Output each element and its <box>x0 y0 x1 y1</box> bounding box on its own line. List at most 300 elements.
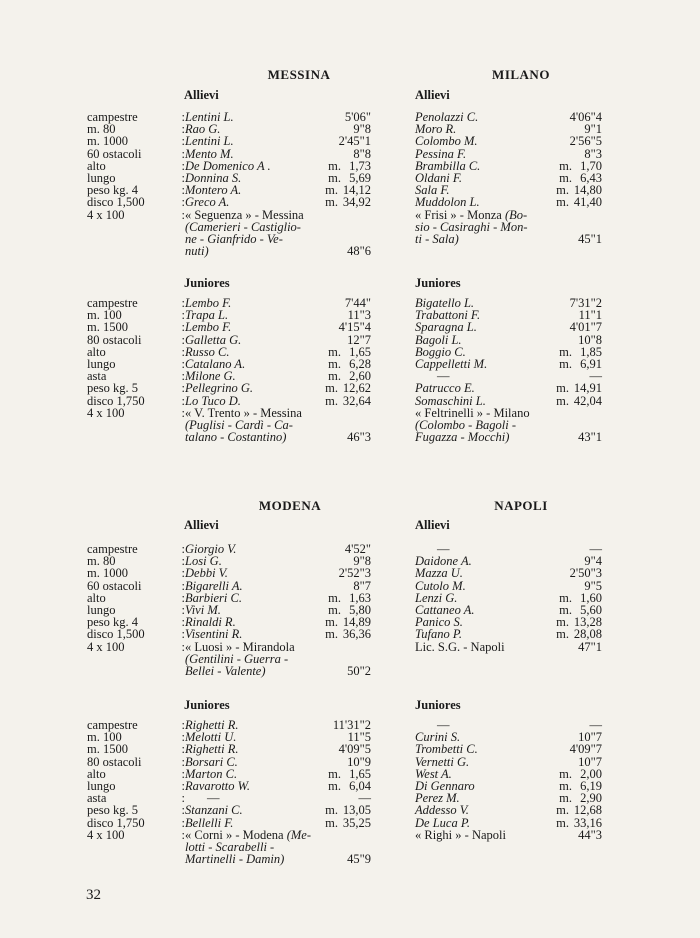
result-unit: m. <box>559 590 572 605</box>
athlete-name: Trabattoni F. <box>415 308 481 323</box>
athlete-name: Vernetti G. <box>415 754 470 769</box>
result-dash: — <box>437 542 450 556</box>
result-row <box>415 580 602 592</box>
result-value: 12,68 <box>573 803 602 818</box>
event-label: m. 100 <box>87 730 122 745</box>
athlete-name: Vivi M. <box>185 602 221 617</box>
relay-members-row <box>185 853 371 865</box>
label-separator: : <box>181 110 185 124</box>
event-label: asta <box>87 369 107 384</box>
event-label: asta <box>87 791 107 806</box>
relay-members: Martinelli - Damin) <box>185 852 285 867</box>
result-value: 42,04 <box>573 393 602 408</box>
result-value: 4'01"7 <box>569 320 602 335</box>
relay-members: lotti - Scarabelli - <box>185 839 275 854</box>
event-label: lungo <box>87 778 116 793</box>
athlete-name: Cattaneo A. <box>415 602 475 617</box>
relay-members-row <box>185 233 371 245</box>
label-separator: : <box>181 146 185 161</box>
result-value: 14,80 <box>573 183 602 198</box>
result-row <box>185 334 371 346</box>
result-unit: m. <box>556 815 569 830</box>
result-unit: m. <box>556 195 569 210</box>
athlete-name: Marton C. <box>185 766 238 781</box>
result-value-dash: — <box>589 718 602 732</box>
results-messina-allievi <box>185 111 371 257</box>
athlete-name: Moro R. <box>415 122 457 137</box>
result-value: 14,12 <box>342 183 371 198</box>
category-juniores-napoli: Juniores <box>415 698 461 712</box>
athlete-name: Ravarotto W. <box>185 778 251 793</box>
label-separator: : <box>181 590 185 605</box>
event-label-row <box>87 407 185 419</box>
label-separator: : <box>181 207 185 222</box>
results-napoli-juniores <box>415 719 602 841</box>
result-value: 11"5 <box>347 730 371 745</box>
label-separator: : <box>181 344 185 359</box>
result-unit: m. <box>328 344 341 359</box>
event-label-row <box>87 743 185 755</box>
result-row <box>415 567 602 579</box>
relay-team: « Luosi » - Mirandola <box>185 639 295 654</box>
result-value: 4'06"4 <box>569 110 602 124</box>
event-label: 80 ostacoli <box>87 754 142 769</box>
result-row <box>415 743 602 755</box>
label-separator: : <box>181 627 185 642</box>
athlete-name: Bellelli F. <box>185 815 234 830</box>
event-label: m. 1000 <box>87 134 128 149</box>
result-row <box>185 580 371 592</box>
label-separator: : <box>181 815 185 830</box>
event-label: campestre <box>87 542 138 556</box>
athlete-name: Somaschini L. <box>415 393 486 408</box>
labels-allievi-bottom <box>87 543 185 653</box>
result-value: 10"7 <box>578 730 602 745</box>
result-unit: m. <box>556 627 569 642</box>
event-label-row <box>87 804 185 816</box>
label-separator: : <box>181 405 185 420</box>
category-allievi-modena: Allievi <box>184 518 219 532</box>
label-separator: : <box>181 578 185 593</box>
event-label: disco 1,750 <box>87 393 145 408</box>
result-value: 1,70 <box>580 158 602 173</box>
result-unit: m. <box>328 602 341 617</box>
event-label-row <box>87 567 185 579</box>
label-separator: : <box>181 803 185 818</box>
event-label-row <box>87 580 185 592</box>
result-value: 8"7 <box>353 578 371 593</box>
label-separator: : <box>181 158 185 173</box>
label-separator: : <box>181 320 185 335</box>
result-unit: m. <box>559 791 572 806</box>
result-row <box>415 382 602 394</box>
athlete-name: Colombo M. <box>415 134 478 149</box>
result-unit: m. <box>325 803 338 818</box>
result-value: 10"7 <box>578 754 602 769</box>
result-unit: m. <box>559 170 572 185</box>
athlete-name: Cappelletti M. <box>415 356 488 371</box>
event-label: 4 x 100 <box>87 207 125 222</box>
relay-team: Lic. S.G. - Napoli <box>415 639 505 654</box>
event-label: campestre <box>87 718 138 732</box>
result-row <box>415 756 602 768</box>
athlete-name: Boggio C. <box>415 344 466 359</box>
relay-team: « Seguenza » - Messina <box>185 207 304 222</box>
athlete-name: De Domenico A . <box>185 158 271 173</box>
result-value-dash: — <box>589 542 602 556</box>
result-unit: m. <box>325 381 338 396</box>
result-unit: m. <box>559 344 572 359</box>
result-row <box>185 135 371 147</box>
labels-juniores-top <box>87 297 185 419</box>
result-value: 7'44" <box>344 296 371 310</box>
labels-allievi-top <box>87 111 185 221</box>
event-label: campestre <box>87 110 138 124</box>
result-unit: m. <box>556 183 569 198</box>
results-milano-allievi <box>415 111 602 245</box>
label-separator: : <box>181 308 185 323</box>
result-unit: m. <box>559 602 572 617</box>
event-label: 4 x 100 <box>87 405 125 420</box>
label-separator: : <box>181 332 185 347</box>
relay-team: « Frisi » - Monza <box>415 207 502 222</box>
event-label: m. 100 <box>87 308 122 323</box>
event-label-row <box>87 756 185 768</box>
event-label-row <box>87 196 185 208</box>
event-label-row <box>87 382 185 394</box>
event-label-row <box>87 829 185 841</box>
result-row <box>185 321 371 333</box>
event-label: 4 x 100 <box>87 639 125 654</box>
athlete-name: Addesso V. <box>415 803 469 818</box>
relay-members: Fugazza - Mocchi) <box>415 430 510 445</box>
result-value: 2,60 <box>349 369 371 384</box>
result-value: 13,28 <box>573 615 602 630</box>
result-value: 6,28 <box>349 356 371 371</box>
result-value: 9"8 <box>353 122 371 137</box>
result-dash: — <box>207 791 220 806</box>
result-unit: m. <box>556 393 569 408</box>
athlete-name: Borsari C. <box>185 754 238 769</box>
athlete-name: Montero A. <box>185 183 242 198</box>
event-label: alto <box>87 590 106 605</box>
result-value: 4'09"7 <box>569 742 602 757</box>
event-label: lungo <box>87 602 116 617</box>
athlete-name: Lenzi G. <box>415 590 458 605</box>
result-value: 2'50"3 <box>569 566 602 581</box>
event-label-row <box>87 334 185 346</box>
event-label: peso kg. 5 <box>87 381 139 396</box>
result-value: 12"7 <box>347 332 371 347</box>
result-unit: m. <box>556 615 569 630</box>
results-milano-juniores <box>415 297 602 443</box>
result-value: 6,19 <box>580 778 602 793</box>
category-allievi-milano: Allievi <box>415 88 450 102</box>
event-label-row <box>87 641 185 653</box>
result-value: 6,04 <box>349 778 371 793</box>
athlete-name: Muddolon L. <box>415 195 480 210</box>
athlete-name: Donnina S. <box>185 170 242 185</box>
relay-members-row <box>185 665 371 677</box>
result-unit: m. <box>559 778 572 793</box>
athlete-name: Sparagna L. <box>415 320 477 335</box>
relay-time: 45"1 <box>578 231 602 246</box>
result-value: 6,43 <box>580 170 602 185</box>
result-dash: — <box>437 718 450 732</box>
athlete-name: De Luca P. <box>415 815 470 830</box>
event-label: alto <box>87 766 106 781</box>
relay-members-row <box>415 431 602 443</box>
event-label: peso kg. 5 <box>87 803 139 818</box>
result-value: 4'52" <box>344 542 371 556</box>
label-separator: : <box>181 170 185 185</box>
relay-time: 46"3 <box>347 430 371 445</box>
result-value: 11"1 <box>578 308 602 323</box>
result-unit: m. <box>559 158 572 173</box>
label-separator: : <box>181 554 185 569</box>
result-row <box>185 743 371 755</box>
relay-members: (Gentilini - Guerra - <box>185 651 289 666</box>
label-separator: : <box>181 766 185 781</box>
label-separator: : <box>181 134 185 149</box>
event-label: 60 ostacoli <box>87 578 142 593</box>
athlete-name: Bagoli L. <box>415 332 462 347</box>
event-label: alto <box>87 158 106 173</box>
athlete-name: Lembo F. <box>185 296 232 310</box>
athlete-name: Curini S. <box>415 730 461 745</box>
relay-members: (Me- <box>286 827 312 842</box>
city-header-messina: MESSINA <box>267 67 331 82</box>
result-value: 5,80 <box>349 602 371 617</box>
result-value: 5'06" <box>344 110 371 124</box>
category-juniores-milano: Juniores <box>415 276 461 290</box>
result-unit: m. <box>325 183 338 198</box>
labels-juniores-bottom <box>87 719 185 841</box>
result-unit: m. <box>325 393 338 408</box>
relay-members-row <box>415 233 602 245</box>
result-value: 4'09"5 <box>338 742 371 757</box>
result-value: 12,62 <box>342 381 371 396</box>
label-separator: : <box>181 730 185 745</box>
result-value: 10"8 <box>578 332 602 347</box>
result-value: 4'15"4 <box>338 320 371 335</box>
relay-members: (Bo- <box>504 207 528 222</box>
result-value: 1,85 <box>580 344 602 359</box>
relay-members: (Colombo - Bagoli - <box>415 417 517 432</box>
result-value: 1,65 <box>349 766 371 781</box>
athlete-name: West A. <box>415 766 452 781</box>
result-value: 5,60 <box>580 602 602 617</box>
athlete-name: Sala F. <box>415 183 450 198</box>
result-unit: m. <box>328 356 341 371</box>
results-modena-juniores <box>185 719 371 865</box>
athlete-name: Pessina F. <box>415 146 467 161</box>
label-separator: : <box>181 754 185 769</box>
result-row <box>415 321 602 333</box>
athlete-name: Lentini L. <box>185 134 234 149</box>
event-label: disco 1,750 <box>87 815 145 830</box>
result-row <box>185 804 371 816</box>
result-row <box>185 148 371 160</box>
category-juniores-modena: Juniores <box>184 698 230 712</box>
label-separator: : <box>181 778 185 793</box>
event-label-row <box>87 321 185 333</box>
relay-time: 44"3 <box>578 827 602 842</box>
label-separator: : <box>181 602 185 617</box>
athlete-name: Cutolo M. <box>415 578 466 593</box>
relay-time: 50"2 <box>347 663 371 678</box>
event-label-row <box>87 395 185 407</box>
result-value: 1,65 <box>349 344 371 359</box>
athlete-name: Brambilla C. <box>415 158 481 173</box>
relay-team: « Feltrinelli » - Milano <box>415 405 530 420</box>
result-value: 9"1 <box>584 122 602 137</box>
relay-team: « V. Trento » - Messina <box>185 405 302 420</box>
athlete-name: Rao G. <box>185 122 221 137</box>
event-label-row <box>87 148 185 160</box>
relay-members: nuti) <box>185 244 209 259</box>
result-value: 2,90 <box>580 791 602 806</box>
category-allievi-messina: Allievi <box>184 88 219 102</box>
relay-members-row <box>185 245 371 257</box>
event-label: peso kg. 4 <box>87 183 139 198</box>
result-value: 2'56"5 <box>569 134 602 149</box>
result-value: 6,91 <box>580 356 602 371</box>
result-value: 1,63 <box>349 590 371 605</box>
page-number: 32 <box>86 887 101 903</box>
result-value: 36,36 <box>342 627 371 642</box>
event-label: campestre <box>87 296 138 310</box>
result-row <box>415 804 602 816</box>
label-separator: : <box>181 791 185 806</box>
athlete-name: Rinaldi R. <box>185 615 236 630</box>
result-value: 9"8 <box>353 554 371 569</box>
result-value-dash: — <box>358 791 371 806</box>
event-label: m. 80 <box>87 554 116 569</box>
result-value: 11"3 <box>347 308 371 323</box>
event-label: disco 1,500 <box>87 195 145 210</box>
label-separator: : <box>181 742 185 757</box>
athlete-name: Pellegrino G. <box>185 381 254 396</box>
athlete-name: Di Gennaro <box>415 778 475 793</box>
label-separator: : <box>181 393 185 408</box>
result-unit: m. <box>559 356 572 371</box>
relay-members: ne - Gianfrido - Ve- <box>185 231 283 246</box>
event-label: alto <box>87 344 106 359</box>
label-separator: : <box>181 381 185 396</box>
relay-members: sio - Casiraghi - Mon- <box>415 219 528 234</box>
athlete-name: Barbieri C. <box>185 590 242 605</box>
event-label: m. 80 <box>87 122 116 137</box>
event-label-row <box>87 135 185 147</box>
label-separator: : <box>181 356 185 371</box>
label-separator: : <box>181 827 185 842</box>
result-unit: m. <box>328 158 341 173</box>
athlete-name: Perez M. <box>415 791 460 806</box>
result-row <box>415 148 602 160</box>
relay-members: talano - Costantino) <box>185 430 287 445</box>
athlete-name: Mazza U. <box>415 566 463 581</box>
event-label-row <box>87 628 185 640</box>
result-unit: m. <box>328 778 341 793</box>
event-label: m. 1000 <box>87 566 128 581</box>
result-row <box>415 135 602 147</box>
results-napoli-allievi <box>415 543 602 653</box>
result-unit: m. <box>556 803 569 818</box>
result-value: 32,64 <box>342 393 371 408</box>
label-separator: : <box>181 369 185 384</box>
label-separator: : <box>181 122 185 137</box>
result-unit: m. <box>325 627 338 642</box>
athlete-name: Righetti R. <box>185 742 239 757</box>
athlete-name: Lo Tuco D. <box>185 393 241 408</box>
result-value: 1,60 <box>580 590 602 605</box>
result-unit: m. <box>325 815 338 830</box>
event-label: 60 ostacoli <box>87 146 142 161</box>
result-dash: — <box>437 369 450 384</box>
event-label-row <box>87 817 185 829</box>
result-value-dash: — <box>589 369 602 384</box>
event-label: m. 1500 <box>87 320 128 335</box>
relay-time: 45"9 <box>347 852 371 867</box>
result-unit: m. <box>325 615 338 630</box>
event-label: disco 1,500 <box>87 627 145 642</box>
category-juniores-messina: Juniores <box>184 276 230 290</box>
event-label: lungo <box>87 356 116 371</box>
city-header-milano: MILANO <box>492 67 550 82</box>
athlete-name: Trombetti C. <box>415 742 478 757</box>
relay-time: 43"1 <box>578 430 602 445</box>
relay-members-row <box>185 431 371 443</box>
relay-time: 48"6 <box>347 244 371 259</box>
result-value: 14,91 <box>573 381 602 396</box>
result-value: 35,25 <box>342 815 371 830</box>
athlete-name: Mento M. <box>185 146 234 161</box>
athlete-name: Giorgio V. <box>185 542 237 556</box>
result-value: 2'45"1 <box>338 134 371 149</box>
results-messina-juniores <box>185 297 371 443</box>
result-row <box>185 567 371 579</box>
label-separator: : <box>181 542 185 556</box>
relay-members: ti - Sala) <box>415 231 459 246</box>
relay-time: 47"1 <box>578 639 602 654</box>
relay-team-row <box>415 641 602 653</box>
result-value: 14,89 <box>342 615 371 630</box>
athlete-name: Lentini L. <box>185 110 234 124</box>
result-row <box>185 382 371 394</box>
athlete-name: Melotti U. <box>185 730 237 745</box>
event-label: lungo <box>87 170 116 185</box>
event-label: 4 x 100 <box>87 827 125 842</box>
event-label: peso kg. 4 <box>87 615 139 630</box>
result-value: 41,40 <box>573 195 602 210</box>
label-separator: : <box>181 183 185 198</box>
athlete-name: Losi G. <box>185 554 222 569</box>
result-unit: m. <box>556 381 569 396</box>
result-value: 8"3 <box>584 146 602 161</box>
result-value: 7'31"2 <box>569 296 602 310</box>
result-value: 9"4 <box>584 554 602 569</box>
result-row <box>185 756 371 768</box>
result-unit: m. <box>325 195 338 210</box>
city-header-modena: MODENA <box>258 498 322 513</box>
athlete-name: Visentini R. <box>185 627 243 642</box>
label-separator: : <box>181 639 185 654</box>
event-label: 80 ostacoli <box>87 332 142 347</box>
result-value: 9"5 <box>584 578 602 593</box>
result-unit: m. <box>328 590 341 605</box>
athlete-name: Tufano P. <box>415 627 463 642</box>
